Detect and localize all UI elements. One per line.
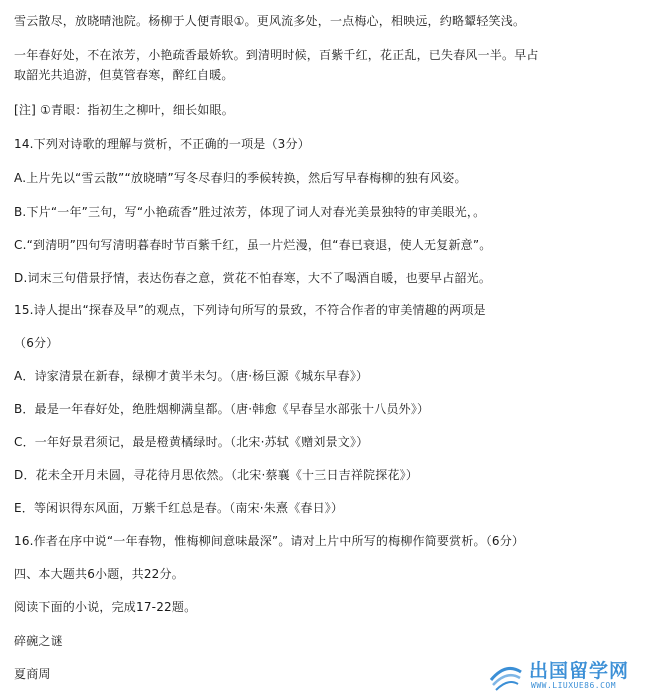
q15-option-b: B．最是一年春好处，绝胜烟柳满皇都。（唐·韩愈《早春呈水部张十八员外》）: [14, 402, 430, 416]
q14-option-d: D.词末三句借景抒情，表达伤春之意，赏花不怕春寒，大不了喝酒自暖，也要早占韶光。: [14, 271, 492, 285]
q15-option-a: A．诗家清景在新春，绿柳才黄半未匀。（唐·杨巨源《城东早春》）: [14, 369, 369, 383]
question-15-score: （6分）: [14, 336, 59, 350]
question-16: 16.作者在序中说“一年春物，惟梅柳间意味最深”。请对上片中所写的梅柳作简要赏析。（6分）: [14, 534, 525, 548]
story-title: 碎碗之谜: [14, 634, 63, 648]
q15-option-c: C．一年好景君须记，最是橙黄橘绿时。（北宋·苏轼《赠刘景文》）: [14, 435, 369, 449]
q15-option-e: E．等闲识得东风面，万紫千红总是春。（南宋·朱熹《春日》）: [14, 501, 344, 515]
poem-line-1: 雪云散尽，放晓晴池院。杨柳于人便青眼①。更风流多处，一点梅心，相映远，约略颦轻笑浅。: [14, 14, 526, 28]
q14-option-b: B.下片“一年”三句，写“小艳疏香”胜过浓芳，体现了词人对春光美景独特的审美眼光，。: [14, 205, 486, 219]
poem-line-2: 一年春好处，不在浓芳，小艳疏香最娇软。到清明时候，百紫千红，花正乱，已失春风一半。早占: [14, 48, 539, 62]
reading-instruction: 阅读下面的小说，完成17-22题。: [14, 600, 197, 614]
q15-option-d: D．花未全开月未圆，寻花待月思依然。（北宋·蔡襄《十三日吉祥院探花》）: [14, 468, 419, 482]
section-four-heading: 四、本大题共6小题，共22分。: [14, 567, 184, 581]
poem-note: [注] ①青眼：指初生之柳叶，细长如眼。: [14, 103, 234, 117]
globe-logo-icon: [487, 658, 525, 694]
q14-option-c: C.“到清明”四句写清明暮春时节百紫千红，虽一片烂漫，但“春已衰退，使人无复新意”。: [14, 238, 492, 252]
site-watermark: [487, 656, 645, 696]
poem-line-3: 取韶光共追游，但莫管春寒，醉红自暖。: [14, 68, 234, 82]
question-14: 14.下列对诗歌的理解与赏析，不正确的一项是（3分）: [14, 137, 310, 151]
watermark-url: WWW.LIUXUE86.COM: [531, 681, 617, 690]
watermark-title: 出国留学网: [529, 660, 630, 682]
story-author: 夏商周: [14, 667, 51, 681]
q14-option-a: A.上片先以“雪云散”“放晓晴”写冬尽春归的季候转换，然后写早春梅柳的独有风姿。: [14, 171, 467, 185]
question-15: 15.诗人提出“探春及早”的观点，下列诗句所写的景致，不符合作者的审美情趣的两项是: [14, 303, 486, 317]
